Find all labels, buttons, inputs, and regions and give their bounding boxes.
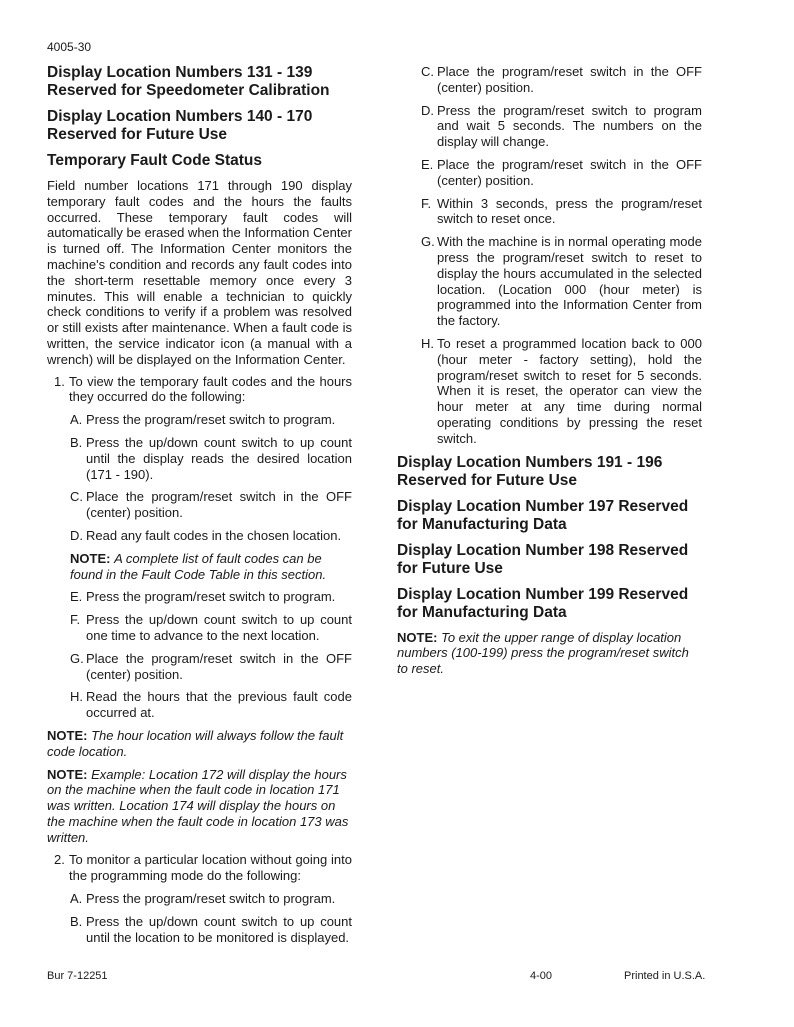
heading-197: Display Location Number 197 Reserved for Manufacturing Data [397, 497, 689, 533]
heading-198: Display Location Number 198 Reserved for Future Use [397, 541, 689, 577]
step-text: To view the temporary fault codes and the hours they occurred do the following: [69, 373, 352, 405]
footer-date: 4-00 [530, 970, 553, 982]
left-column [47, 64, 352, 952]
substep: E. Place the program/reset switch in the OFF (center) position. [421, 156, 702, 188]
note-fault-code-table: NOTE: A complete list of fault codes can be found in the Fault Code Table in this section. [70, 550, 327, 582]
substep: A. Press the program/reset switch to program. [70, 412, 336, 428]
substep: H. To reset a programmed location back to 000 (hour meter - factory setting), hold the program/reset switch to reset for 5 seconds. When it is reset, the operator can view the hour meter at any time during normal operating conditions by pressing the reset switch. [421, 335, 702, 446]
substep: C. Place the program/reset switch in the OFF (center) position. [421, 64, 702, 95]
step-2 [47, 852, 352, 884]
substep: C. Place the program/reset switch in the OFF (center) position. [70, 489, 352, 521]
substep: B. Press the up/down count switch to up count until the location to be monitored is displayed. [70, 913, 352, 945]
substep: F. Within 3 seconds, press the program/reset switch to reset once. [421, 195, 702, 227]
step-number: 2. [54, 852, 65, 868]
substep: B. Press the up/down count switch to up count until the display reads the desired location (171 - 190). [70, 434, 352, 482]
heading-131-139: Display Location Numbers 131 - 139 Reserved for Speedometer Calibration [47, 64, 330, 99]
note-hour-location: NOTE: The hour location will always follow the fault code location. [47, 727, 344, 759]
page-code: 4005-30 [47, 40, 92, 54]
note-exit-upper-range: NOTE: To exit the upper range of display location numbers (100-199) press the program/reset switch to reset. [397, 629, 689, 677]
right-column [397, 64, 702, 684]
substep: D. Press the program/reset switch to program and wait 5 seconds. The numbers on the display will change. [421, 102, 702, 150]
substep: F. Press the up/down count switch to up count one time to advance to the next location. [70, 612, 352, 643]
substep: G. With the machine is in normal operating mode press the program/reset switch to reset to display the hours accumulated in the selected location. (Location 000 (hour meter) is programmed into the Information Center from the factory. [421, 234, 702, 329]
step-1 [47, 374, 352, 406]
heading-191-196: Display Location Numbers 191 - 196 Reserved for Future Use [397, 453, 663, 489]
note-example: NOTE: Example: Location 172 will display the hours on the machine when the fault code in location 171 was written. Location 174 will display the hours on the machine when the fault code in location 173 was written. [47, 766, 349, 845]
substep: H. Read the hours that the previous fault code occurred at. [70, 689, 352, 721]
heading-199: Display Location Number 199 Reserved for Manufacturing Data [397, 585, 689, 621]
footer-printed: Printed in U.S.A. [624, 970, 706, 982]
heading-140-170: Display Location Numbers 140 - 170 Reserved for Future Use [47, 108, 313, 143]
heading-temporary-fault-code-status: Temporary Fault Code Status [47, 152, 263, 169]
substep: D. Read any fault codes in the chosen location. [70, 527, 342, 543]
substep: G. Place the program/reset switch in the OFF (center) position. [70, 650, 352, 682]
substep: E. Press the program/reset switch to program. [70, 589, 336, 605]
step-number: 1. [54, 373, 65, 389]
step-text: To monitor a particular location without going into the programming mode do the following: [69, 852, 352, 884]
intro-paragraph: Field number locations 171 through 190 display temporary fault codes and the hours the faults occurred. These temporary fault codes will automatically be erased when the Information Center is turned off. The Information Center monitors the machine's condition and records any fault codes into the short-term resettable memory once every 3 minutes. This will enable a technician to quickly check conditions to verify if a problem was resolved or still exists after maintenance. When a fault code is written, the service indicator icon (a manual with a wrench) will be displayed on the Information Center. [47, 178, 352, 367]
footer-doc-number: Bur 7-12251 [47, 970, 108, 982]
substep: A. Press the program/reset switch to program. [70, 891, 336, 907]
